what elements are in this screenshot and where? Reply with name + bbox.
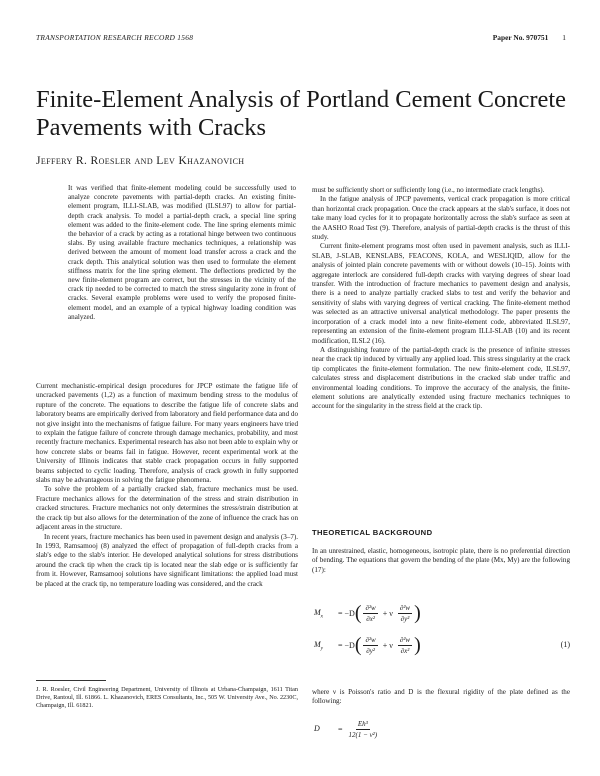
paper-title: Finite-Element Analysis of Portland Cement Concrete Pavements with Cracks xyxy=(36,86,567,141)
paper-number-label: Paper No. 970751 xyxy=(492,33,549,42)
body-paragraph: To solve the problem of a partially cracked slab, fracture mechanics must be used. Fracture mechanics allows for the determination of the stress and strain distribution in cracked structures. Fracture mechanics not only determines the stress/strain distribution at the crack tip but also allows for the determination of the zone of influence the crack has on adjacent areas in the structure. xyxy=(36,485,298,532)
fraction: $\frac{\text{∂²w}}{\text{∂x²}}$ xyxy=(399,635,411,655)
body-paragraph: In the fatigue analysis of JPCP pavements, vertical crack propagation is more critical than horizontal crack propagation. Once the crack appears at the slab's surface, it does not take many load cycles for it to propagate horizontally across the slab's surface as seen at the AASHO Road Test (9). Therefore, analysis of partial-depth cracks is the thrust of this study. xyxy=(312,195,570,242)
body-paragraph: In recent years, fracture mechanics has been used in pavement design and analysis (3–7). In 1993, Ramsamooj (8) analyzed the effect of propagation of full-depth cracks from a slab's edge to the slab's interior. He developed analytical solutions for stress distributions around the crack tip when the crack tip is located near the slab edge or is sufficiently far from it. However, Ramsamooj solutions have significant limitations: the applied load must be placed at the crack tip, no temperature loading was considered, and the crack xyxy=(36,532,298,588)
equals-sign: = −D xyxy=(338,608,355,618)
equation-number: (1) xyxy=(560,640,570,649)
author-footnote: J. R. Roesler, Civil Engineering Department, University of Illinois at Urbana-Champaign, 1611 Titan Drive, Rantoul, Ill. 61866. L. Khazanovich, ERES Consultants, Inc., 505 W. University Ave., No. 2230C, Champaign, Ill. 61821. xyxy=(36,686,298,710)
equation-my xyxy=(312,628,570,662)
fraction: $\frac{\text{∂²w}}{\text{∂y²}}$ xyxy=(399,603,411,623)
left-column xyxy=(36,382,298,589)
abstract: It was verified that finite-element modeling could be successfully used to analyze concrete pavements with partial-depth cracks. An existing finite-element program, ILLI-SLAB, was modified (ILSL97) to allow for partial-depth crack analysis. To model a partial-depth crack, a special line spring element was added to the finite-element code. The line spring elements mimic the behavior of a crack by acting as a rotational hinge between two continuous slabs. By using available fracture mechanics techniques, a relationship was derived between the amount of moment load transfer across a crack and the crack depth. This analytical solution was then used to formulate the element stiffness matrix for the line spring element. The deflections predicted by the new finite-element program are correct, but the stresses in the vicinity of the crack tip needed to be corrected to match the stress singularity zone in front of cracks. Several example problems were used to verify the proposed finite-element model, and an example of a typical highway loading condition was analyzed. xyxy=(68,184,296,321)
fraction: $\frac{\text{∂²w}}{\text{∂x²}}$ xyxy=(365,603,376,623)
equation-rigidity xyxy=(312,712,570,746)
equation-mx xyxy=(312,596,570,630)
equals-sign: = −D xyxy=(338,640,355,650)
fraction: $\frac{\text{∂²w}}{\text{∂y²}}$ xyxy=(365,635,376,655)
body-paragraph: Current finite-element programs most often used in pavement analysis, such as ILLI-SLAB, J-SLAB, KENSLABS, FEACONS, KOLA, and WESLIQID, allow for the analysis of jointed plain concrete pavements with or without dowels (10–15). Joints with aggregate interlock are considered full-depth cracks with varying degrees of shear load transfer. With the introduction of fracture mechanics to pavement design and analysis, there is a need to analyze partially cracked slabs to test and verify the behavior and sensitivity of slabs with varying degrees of vertical cracking. The finite-element method was selected as an attractive universal analytical methodology. The paper presents the incorporation of a crack model into a new finite-element code, abbreviated ILSL97, representing an extension of the finite-element program ILLI-SLAB (10) and its recent modification, ILSL2 (16). xyxy=(312,242,570,345)
background-intro: In an unrestrained, elastic, homogeneous, isotropic plate, there is no preferential direction of bending. The equations that govern the bending of the plate (Mx, My) are the following (17): xyxy=(312,547,570,574)
right-column xyxy=(312,186,570,412)
equation-lhs: $M_x$ xyxy=(314,608,324,620)
fraction: $\frac{\text{Eh³}}{\text{12(1 − ν²)}}$ xyxy=(348,719,378,739)
equation-rhs: = −D ( $\frac{\text{∂²w}}{\text{∂x²}}$ + ν $\frac{\text{∂²w}}{\text{∂y²}}$ ) xyxy=(338,602,421,624)
paper-number xyxy=(493,33,566,42)
body-paragraph: A distinguishing feature of the partial-depth crack is the presence of infinite stresses near the crack tip induced by virtually any applied load. This stress singularity at the crack tip complicates the finite-element formulation. The new finite-element code, ILSL97, calculates stress and displacement distributions in the cracked slab under traffic and environmental loading conditions. To improve the accuracy of the analysis, the finite-element solutions are analytically extended using fracture mechanics techniques to account for the singularity in the stress field at the crack tip. xyxy=(312,345,570,411)
equals-sign: = xyxy=(338,724,343,734)
background-rigidity: where ν is Poisson's ratio and D is the flexural rigidity of the plate defined as the following: xyxy=(312,688,570,706)
authors: Jeffery R. Roesler and Lev Khazanovich xyxy=(36,155,245,167)
body-paragraph: Current mechanistic-empirical design procedures for JPCP estimate the fatigue life of uncracked pavements (1,2) as a function of maximum bending stress to the modulus of rupture of the concrete. The equations to describe the fatigue life of concrete slabs and laboratory beams are empirically derived from laboratory and field performance data and do not give insight into the mechanisms of fatigue failure. For many years engineers have tried to explain the fatigue failure of concrete through damage mechanics, probability, and most recently fracture mechanics. Experimental research has also not been able to explain why or how concrete slabs or beams fail in fatigue. However, recent experimental work at the University of Illinois indicates that stable crack propagation occurs in fully supported beams subjected to cyclic loading. Therefore, analysis of crack growth in fully supported slabs may be advantageous in solving the fatigue phenomena. xyxy=(36,382,298,485)
body-paragraph: must be sufficiently short or sufficiently long (i.e., no intermediate crack lengths). xyxy=(312,186,545,194)
journal-header: TRANSPORTATION RESEARCH RECORD 1568 xyxy=(36,33,194,42)
equation-rhs: = −D ( $\frac{\text{∂²w}}{\text{∂y²}}$ + ν $\frac{\text{∂²w}}{\text{∂x²}}$ ) xyxy=(338,634,421,656)
equation-lhs: $M_y$ xyxy=(314,640,324,652)
footnote-rule xyxy=(36,680,106,681)
page-number: 1 xyxy=(562,33,566,42)
equation-lhs: D xyxy=(314,724,320,733)
equation-rhs xyxy=(338,714,379,744)
section-heading: THEORETICAL BACKGROUND xyxy=(312,528,433,537)
